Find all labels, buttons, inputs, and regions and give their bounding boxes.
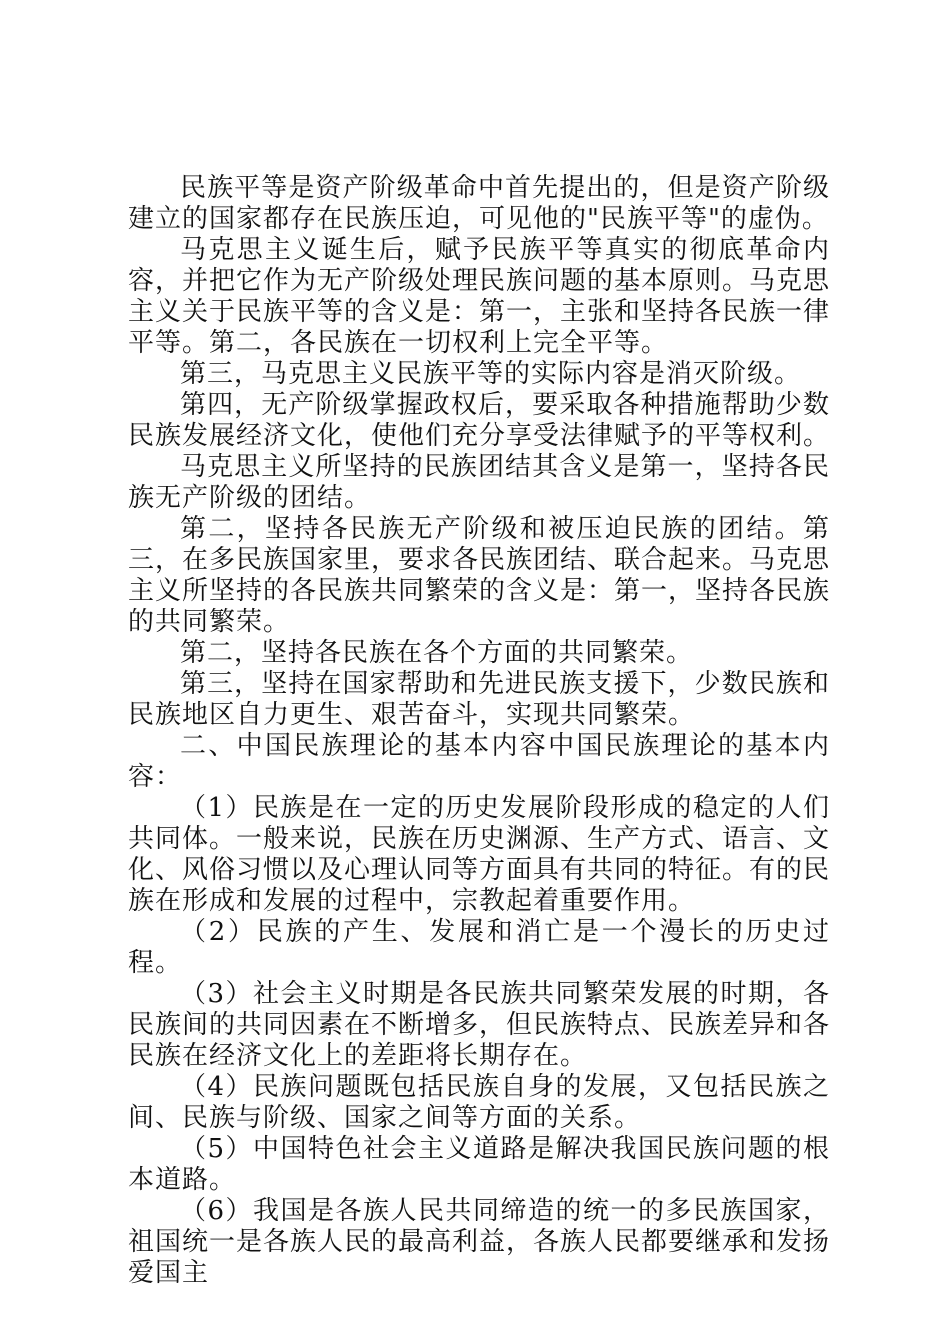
- paragraph-1: 民族平等是资产阶级革命中首先提出的，但是资产阶级建立的国家都存在民族压迫，可见他的"民族平等"的虚伪。: [128, 173, 830, 234]
- paragraph-7: 第二，坚持各民族在各个方面的共同繁荣。: [180, 638, 694, 668]
- paragraph-4: 第四，无产阶级掌握政权后，要采取各种措施帮助少数民族发展经济文化，使他们充分享受法律赋予的平等权利。: [128, 390, 831, 451]
- paragraph-6: 第二，坚持各民族无产阶级和被压迫民族的团结。第三，在多民族国家里，要求各民族团结、联合起来。马克思主义所坚持的各民族共同繁荣的含义是：第一，坚持各民族的共同繁荣。: [128, 514, 831, 637]
- paragraph-10: （1）民族是在一定的历史发展阶段形成的稳定的人们共同体。一般来说，民族在历史渊源、生产方式、语言、文化、风俗习惯以及心理认同等方面具有共同的特征。有的民族在形成和发展的过程中，宗教起着重要作用。: [128, 793, 831, 916]
- paragraph-14: （5）中国特色社会主义道路是解决我国民族问题的根本道路。: [128, 1134, 830, 1195]
- paragraph-2: 马克思主义诞生后，赋予民族平等真实的彻底革命内容，并把它作为无产阶级处理民族问题的基本原则。马克思主义关于民族平等的含义是：第一，主张和坚持各民族一律平等。第二，各民族在一切权利上完全平等。: [128, 235, 831, 358]
- paragraph-11: （2）民族的产生、发展和消亡是一个漫长的历史过程。: [128, 917, 830, 978]
- paragraph-9: 二、中国民族理论的基本内容中国民族理论的基本内容：: [128, 731, 830, 792]
- document-body: [128, 173, 830, 1289]
- paragraph-8: 第三，坚持在国家帮助和先进民族支援下，少数民族和民族地区自力更生、艰苦奋斗，实现共同繁荣。: [128, 669, 830, 730]
- paragraph-13: （4）民族问题既包括民族自身的发展，又包括民族之间、民族与阶级、国家之间等方面的关系。: [128, 1072, 830, 1133]
- paragraph-15: （6）我国是各族人民共同缔造的统一的多民族国家，祖国统一是各族人民的最高利益，各族人民都要继承和发扬爱国主: [128, 1196, 831, 1288]
- paragraph-12: （3）社会主义时期是各民族共同繁荣发展的时期，各民族间的共同因素在不断增多，但民族特点、民族差异和各民族在经济文化上的差距将长期存在。: [128, 979, 831, 1071]
- paragraph-3: 第三，马克思主义民族平等的实际内容是消灭阶级。: [180, 359, 802, 389]
- paragraph-5: 马克思主义所坚持的民族团结其含义是第一，坚持各民族无产阶级的团结。: [128, 452, 830, 513]
